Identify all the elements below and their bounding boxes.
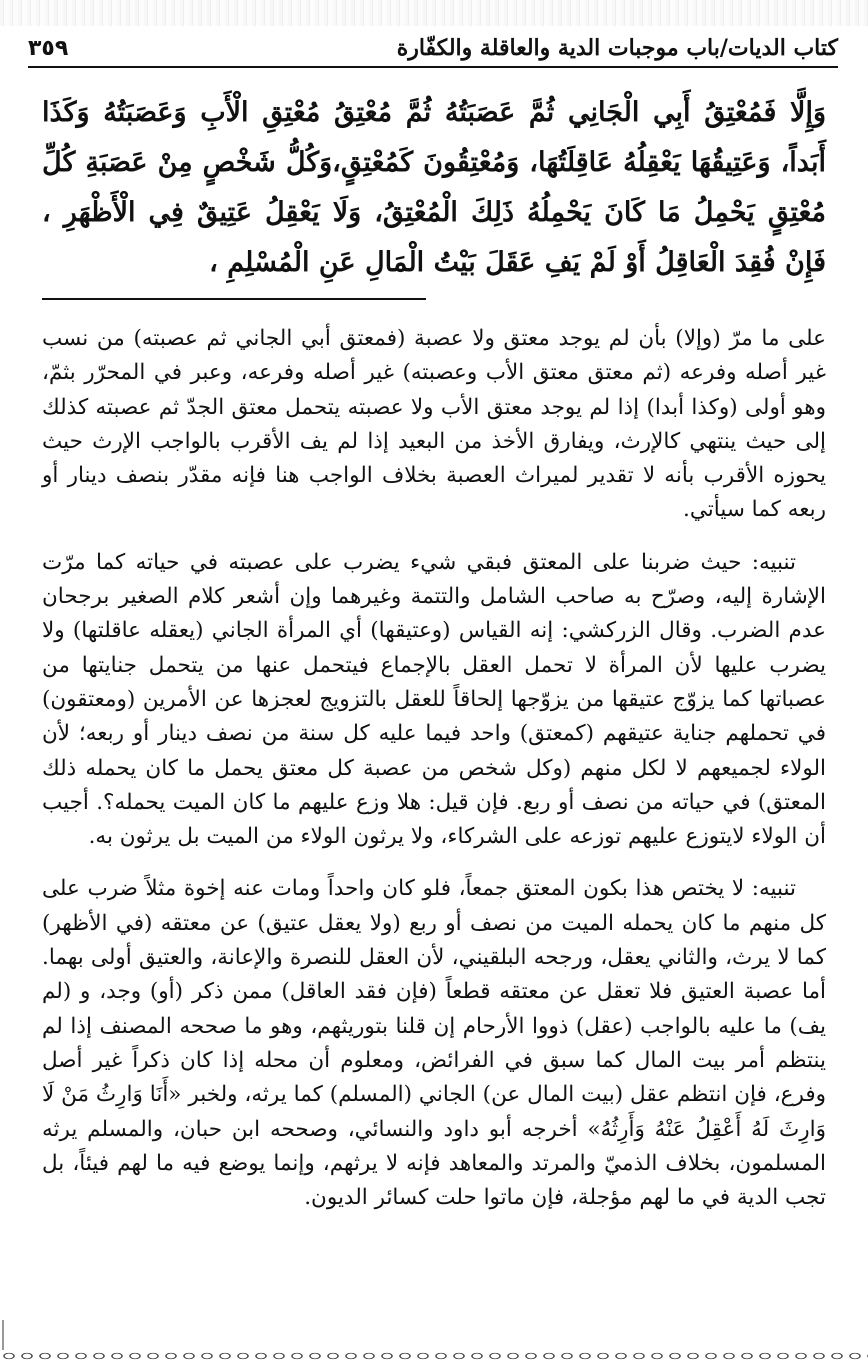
running-title: كتاب الديات/باب موجبات الدية والعاقلة والكفّارة	[396, 35, 838, 61]
commentary-paragraph: تنبيه: حيث ضربنا على المعتق فبقي شيء يضرب على عصبته في حياته كما مرّت الإشارة إليه، وصرّح به صاحب الشامل والتتمة وغيرهما وإن أشعر كلام الصغير برجحان عدم الضرب. وقال الزركشي: إنه القياس (وعتيقها) أي المرأة الجاني (يعقله عاقلتها) ولا يضرب عليها لأن المرأة لا تحمل العقل بالإجماع فيتحمل عنها من يتحمل جنايتها من عصباتها كما يزوّج عتيقها من يزوّجها إلحاقاً للعقل بالتزويج لعجزها عن الأمرين (ومعتقون) في تحملهم جناية عتيقهم (كمعتق) واحد فيما عليه كل سنة من نصف دينار أو ربعه؛ لأن الولاء لجميعهم لا لكل منهم (وكل شخص من عصبة كل معتق يحمل ما كان يحمله ذلك المعتق) في حياته من نصف أو ربع. فإن قيل: هلا وزع عليهم ما كان الميت يحمله؟. أجيب أن الولاء لايتوزع عليهم توزعه على الشركاء، ولا يرثون الولاء من الميت بل يرثون به.	[42, 549, 826, 850]
commentary-paragraph: على ما مرّ (وإلا) بأن لم يوجد معتق ولا عصبة (فمعتق أبي الجاني ثم عصبته) من نسب غير أصله وفرعه (ثم معتق معتق الأب وعصبته) غير أصله وفرعه، وعبر في المحرّر بثمّ، وهو أولى (وكذا أبدا) إذا لم يوجد معتق الأب ولا عصبته يتحمل معتق الجدّ ثم عصبته كذلك إلى حيث ينتهي كالإرث، ويفارق الأخذ من البعيد إذا لم يف الأقرب بالواجب الإرث حيث يحوزه الأقرب بأنه لا تقدير لميراث العصبة بخلاف الواجب هنا فإنه مقدّر بنصف دينار أو ربعه كما سيأتي.	[42, 326, 826, 523]
page-header	[28, 30, 838, 68]
scan-edge-artifact	[0, 0, 868, 26]
main-text: وَإِلَّا فَمُعْتِقُ أَبِي الْجَانِي ثُمَّ عَصَبَتُهُ ثُمَّ مُعْتِقُ مُعْتِقِ الْأَبِ وَعَصَبَتُهُ وَكَذَا أَبَداً، وَعَتِيقُهَا يَعْقِلُهُ عَاقِلَتُهَا، وَمُعْتِقُونَ كَمُعْتِقٍ،وَكُلُّ شَخْصٍ مِنْ عَصَبَةِ كُلِّ مُعْتِقٍ يَحْمِلُ مَا كَانَ يَحْمِلُهُ ذَلِكَ الْمُعْتِقُ، وَلَا يَعْقِلُ عَتِيقٌ فِي الْأَظْهَرِ ، فَإِنْ فُقِدَ الْعَاقِلُ أَوْ لَمْ يَفِ عَقَلَ بَيْتُ الْمَالِ عَنِ الْمُسْلِمِ ،	[42, 97, 826, 278]
text-separator-line	[42, 298, 426, 300]
commentary-paragraph: تنبيه: لا يختص هذا بكون المعتق جمعاً، فلو كان واحداً ومات عنه إخوة مثلاً ضرب على كل منهم ما كان يحمله الميت من نصف أو ربع (ولا يعقل عتيق) عن معتقه (في الأظهر) كما لا يرث، والثاني يعقل، ورجحه البلقيني، لأن العقل للنصرة والإعانة، والعتيق أولى بهما. أما عصبة العتيق فلا تعقل عن معتقه قطعاً (فإن فقد العاقل) ممن ذكر (أو) وجد، و (لم يف) ما عليه بالواجب (عقل) ذووا الأرحام إن قلنا بتوريثهم، وهو ما صححه المصنف إذا لم ينتظم أمر بيت المال كما سبق في الفرائض، ومعلوم أن محله إذا كان ذكراً غير أصل وفرع، فإن انتظم عقل (بيت المال عن) الجاني (المسلم) كما يرثه، ولخبر «أَنَا وَارِثُ مَنْ لَا وَارِثَ لَهُ أَعْقِلُ عَنْهُ وَأَرِثُهُ» أخرجه أبو داود والنسائي، وصححه ابن حبان، والمسلم يرثه المسلمون، بخلاف الذميّ والمرتد والمعاهد فإنه لا يرثهم، وإنما يوضع فيه ما لهم فيئاً، بل تجب الدية في ما لهم مؤجلة، فإن ماتوا حلت كسائر الديون.	[42, 876, 826, 1211]
decorative-footer-border	[0, 1349, 868, 1363]
page-number: ٣٥٩	[28, 35, 69, 61]
scan-margin-mark	[2, 1320, 4, 1350]
commentary	[42, 322, 826, 1215]
